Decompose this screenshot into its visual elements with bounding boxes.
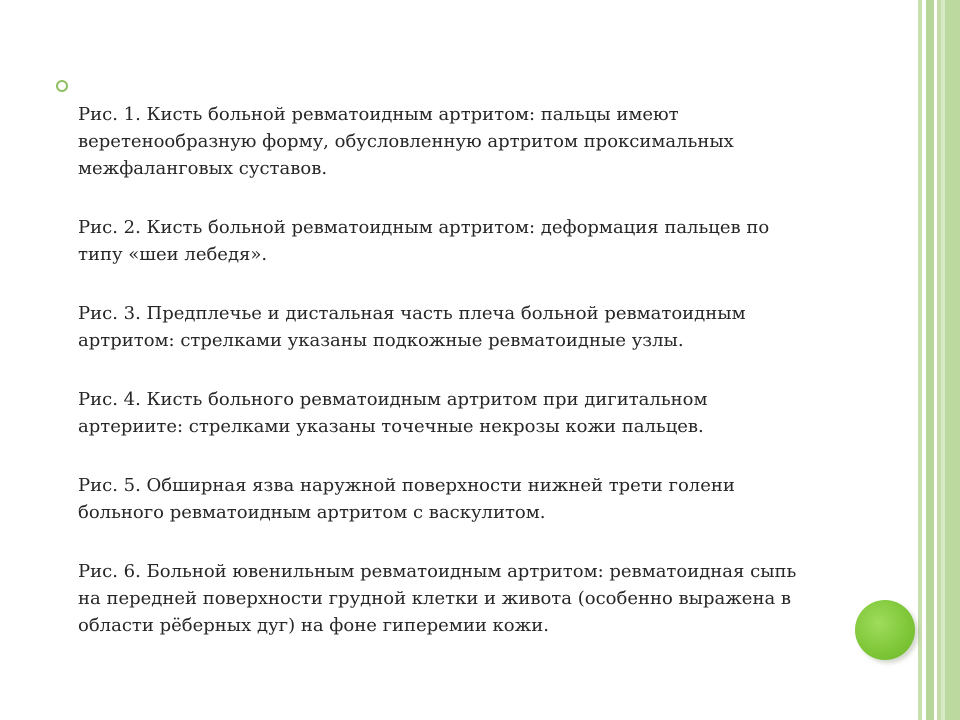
border-stripe [926,0,934,720]
border-stripe [945,0,960,720]
caption-text: Рис. 2. Кисть больной ревматоидным артритом: деформация пальцев по типу «шеи лебедя». [78,217,770,265]
caption-item [56,300,896,354]
caption-text: Рис. 5. Обширная язва наружной поверхности нижней трети голени больного ревматоидным артритом с васкулитом. [78,475,735,523]
caption-item [56,214,896,268]
caption-list [56,74,896,639]
caption-text: Рис. 6. Больной ювенильным ревматоидным артритом: ревматоидная сыпь на передней поверхности грудной клетки и живота (особенно выражена в области рёберных дуг) на фоне гиперемии кожи. [78,561,797,636]
caption-text: Рис. 1. Кисть больной ревматоидным артритом: пальцы имеют веретенообразную форму, обусловленную артритом проксимальных межфаланговых суставов. [78,104,734,179]
caption-text: Рис. 4. Кисть больного ревматоидным артритом при дигитальном артериите: стрелками указаны точечные некрозы кожи пальцев. [78,389,708,437]
caption-item [56,386,896,440]
bullet-circle-icon [56,80,68,92]
caption-item [56,558,896,639]
caption-text: Рис. 3. Предплечье и дистальная часть плеча больной ревматоидным артритом: стрелками указаны подкожные ревматоидные узлы. [78,303,746,351]
caption-item [56,472,896,526]
caption-item [56,74,896,182]
